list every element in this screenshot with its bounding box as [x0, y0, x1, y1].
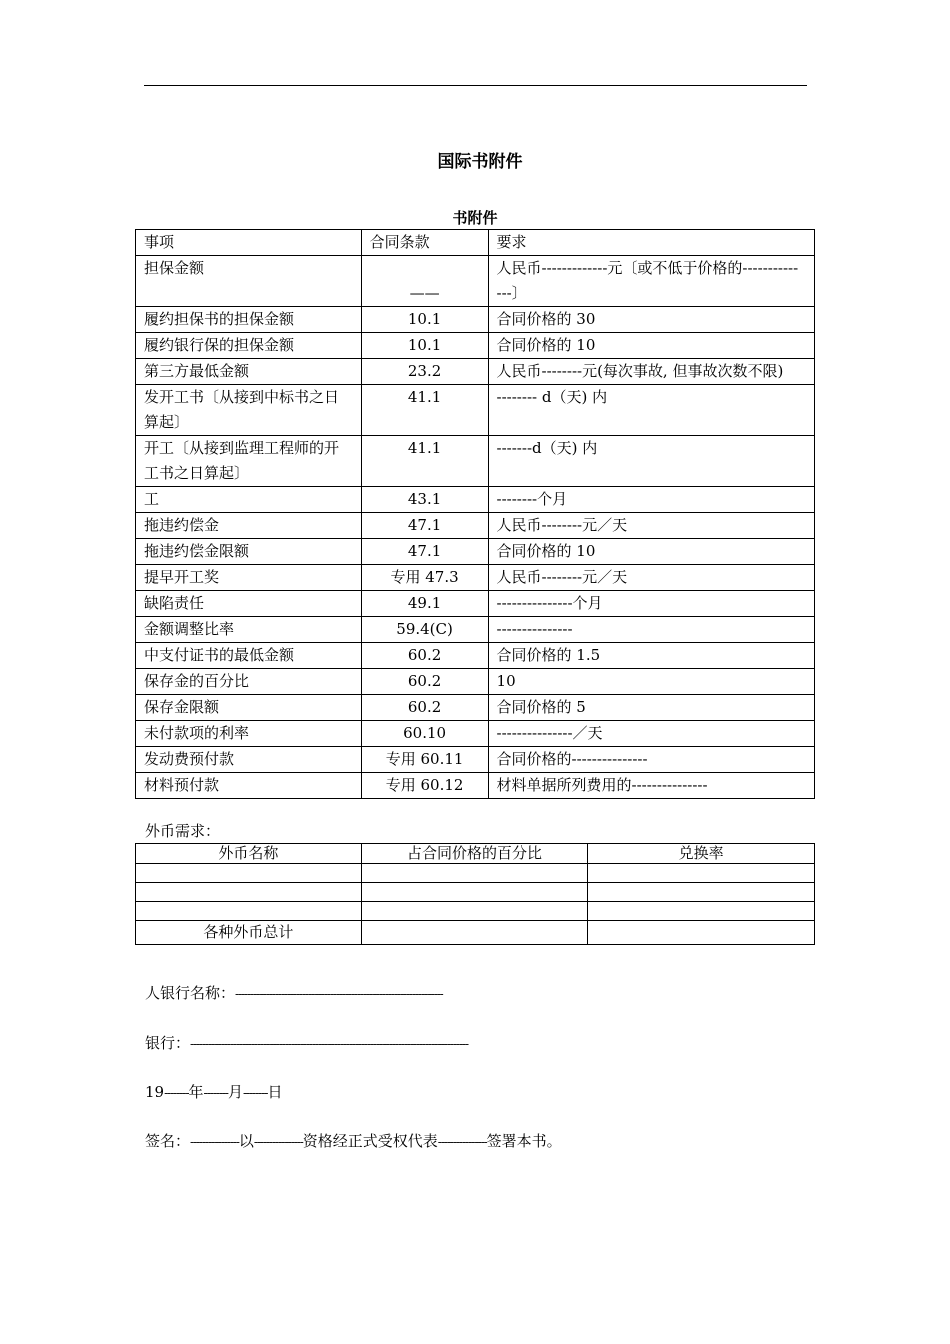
bank-line [145, 1032, 468, 1053]
cell-req: -------d（天) 内 [488, 436, 814, 487]
table-row [136, 721, 815, 747]
column-header: 外币名称 [136, 844, 362, 864]
table-row [136, 385, 815, 436]
table-row [136, 256, 815, 307]
column-header-clause: 合同条款 [361, 230, 488, 256]
cell-req: 合同价格的 1.5 [488, 643, 814, 669]
cell-clause: —— [361, 256, 488, 307]
table-row [136, 643, 815, 669]
cell-clause: 专用 60.11 [361, 747, 488, 773]
cell-clause: 专用 60.12 [361, 773, 488, 799]
table-cell [588, 921, 815, 945]
cell-item: 金额调整比率 [136, 617, 362, 643]
cell-clause: 专用 47.3 [361, 565, 488, 591]
table-row [136, 617, 815, 643]
cell-clause: 60.2 [361, 669, 488, 695]
cell-item: 工 [136, 487, 362, 513]
table-row [136, 591, 815, 617]
table-cell [588, 864, 815, 883]
year-prefix: 19 [145, 1083, 165, 1101]
cell-clause: 41.1 [361, 385, 488, 436]
cell-item: 材料预付款 [136, 773, 362, 799]
cell-clause: 10.1 [361, 333, 488, 359]
cell-req: 人民币-------------元〔或不低于价格的-----------‑‑‑〕 [488, 256, 814, 307]
cell-req: 合同价格的 30 [488, 307, 814, 333]
signature-end-text: 签署本书。 [486, 1132, 562, 1150]
cell-item: 提早开工奖 [136, 565, 362, 591]
cell-req: 人民币--------元(每次事故, 但事故次数不限) [488, 359, 814, 385]
cell-req: -------- d（天) 内 [488, 385, 814, 436]
cell-item: 开工〔从接到监理工程师的开工书之日算起〕 [136, 436, 362, 487]
cell-clause: 41.1 [361, 436, 488, 487]
table-row [136, 747, 815, 773]
cell-item: 发动费预付款 [136, 747, 362, 773]
table-row [136, 864, 815, 883]
cell-item: 拖违约偿金 [136, 513, 362, 539]
cell-clause: 47.1 [361, 539, 488, 565]
table-cell [361, 902, 588, 921]
cell-req: 10 [488, 669, 814, 695]
bank-name-label: 人银行名称： [145, 984, 236, 1002]
cell-req: --------------- [488, 617, 814, 643]
cell-item: 中支付证书的最低金额 [136, 643, 362, 669]
day-label: 日 [267, 1083, 283, 1101]
table-row [136, 883, 815, 902]
cell-item: 发开工书〔从接到中标书之日算起〕 [136, 385, 362, 436]
cell-req: ---------------／天 [488, 721, 814, 747]
table-cell [136, 864, 362, 883]
year-label: 年 [188, 1083, 204, 1101]
cell-clause: 59.4(C) [361, 617, 488, 643]
signatory-blank: ---------------- [190, 1135, 239, 1149]
bank-name-blank: -------------------------------------------------------------------- [235, 987, 443, 1001]
table-row [136, 307, 815, 333]
cell-clause: 60.2 [361, 695, 488, 721]
table-row [136, 565, 815, 591]
cell-item: 担保金额 [136, 256, 362, 307]
signature-line [145, 1130, 562, 1151]
table-row [136, 539, 815, 565]
signature-label: 签名： [145, 1132, 191, 1150]
cell-item: 履约担保书的担保金额 [136, 307, 362, 333]
column-header: 占合同价格的百分比 [361, 844, 588, 864]
table-row [136, 359, 815, 385]
column-header: 兑换率 [588, 844, 815, 864]
capacity-blank: ---------------- [253, 1135, 303, 1149]
date-line [145, 1081, 282, 1102]
table-row [136, 773, 815, 799]
table-row [136, 487, 815, 513]
column-header-item: 事项 [136, 230, 362, 256]
cell-req: 合同价格的 10 [488, 539, 814, 565]
day-blank: -------- [243, 1086, 268, 1100]
cell-req: 人民币--------元／天 [488, 565, 814, 591]
bank-label: 银行： [145, 1034, 191, 1052]
bank-name-line [145, 982, 443, 1003]
cell-clause: 47.1 [361, 513, 488, 539]
cell-item: 未付款项的利率 [136, 721, 362, 747]
table-cell [361, 864, 588, 883]
bank-blank: ------------------------------------------------------------------------------------------- [190, 1037, 468, 1051]
currency-table [135, 843, 815, 945]
table-cell [588, 902, 815, 921]
cell-item: 保存金限额 [136, 695, 362, 721]
cell-clause: 23.2 [361, 359, 488, 385]
table-cell [361, 883, 588, 902]
cell-clause: 60.10 [361, 721, 488, 747]
cell-item: 拖违约偿金限额 [136, 539, 362, 565]
table-row [136, 902, 815, 921]
table-header-row [136, 844, 815, 864]
cell-req: 合同价格的 5 [488, 695, 814, 721]
fx-requirements-label: 外币需求： [145, 822, 221, 840]
column-header-req: 要求 [488, 230, 814, 256]
table-cell [136, 883, 362, 902]
cell-item: 第三方最低金额 [136, 359, 362, 385]
table-row [136, 669, 815, 695]
cell-item: 缺陷责任 [136, 591, 362, 617]
cell-clause: 60.2 [361, 643, 488, 669]
capacity-text: 资格经正式受权代表 [302, 1132, 438, 1150]
cell-req: 合同价格的--------------- [488, 747, 814, 773]
table-header-row [136, 230, 815, 256]
terms-table [135, 229, 815, 799]
table-cell [588, 883, 815, 902]
table-row [136, 513, 815, 539]
table-title: 书附件 [452, 209, 498, 227]
header-rule [144, 85, 807, 86]
page-title: 国际书附件 [437, 152, 523, 172]
cell-req: ---------------个月 [488, 591, 814, 617]
year-blank: -------- [164, 1086, 189, 1100]
month-blank: -------- [203, 1086, 228, 1100]
capacity-prefix: 以 [238, 1132, 254, 1150]
table-cell [361, 921, 588, 945]
principal-blank: ---------------- [437, 1135, 487, 1149]
cell-clause: 10.1 [361, 307, 488, 333]
total-label: 各种外币总计 [136, 921, 362, 945]
month-label: 月 [227, 1083, 243, 1101]
table-row [136, 436, 815, 487]
cell-req: --------个月 [488, 487, 814, 513]
cell-req: 合同价格的 10 [488, 333, 814, 359]
cell-item: 保存金的百分比 [136, 669, 362, 695]
cell-req: 材料单据所列费用的--------------- [488, 773, 814, 799]
table-row [136, 695, 815, 721]
cell-req: 人民币--------元／天 [488, 513, 814, 539]
table-row [136, 921, 815, 945]
table-row [136, 333, 815, 359]
table-cell [136, 902, 362, 921]
cell-clause: 43.1 [361, 487, 488, 513]
cell-clause: 49.1 [361, 591, 488, 617]
cell-item: 履约银行保的担保金额 [136, 333, 362, 359]
